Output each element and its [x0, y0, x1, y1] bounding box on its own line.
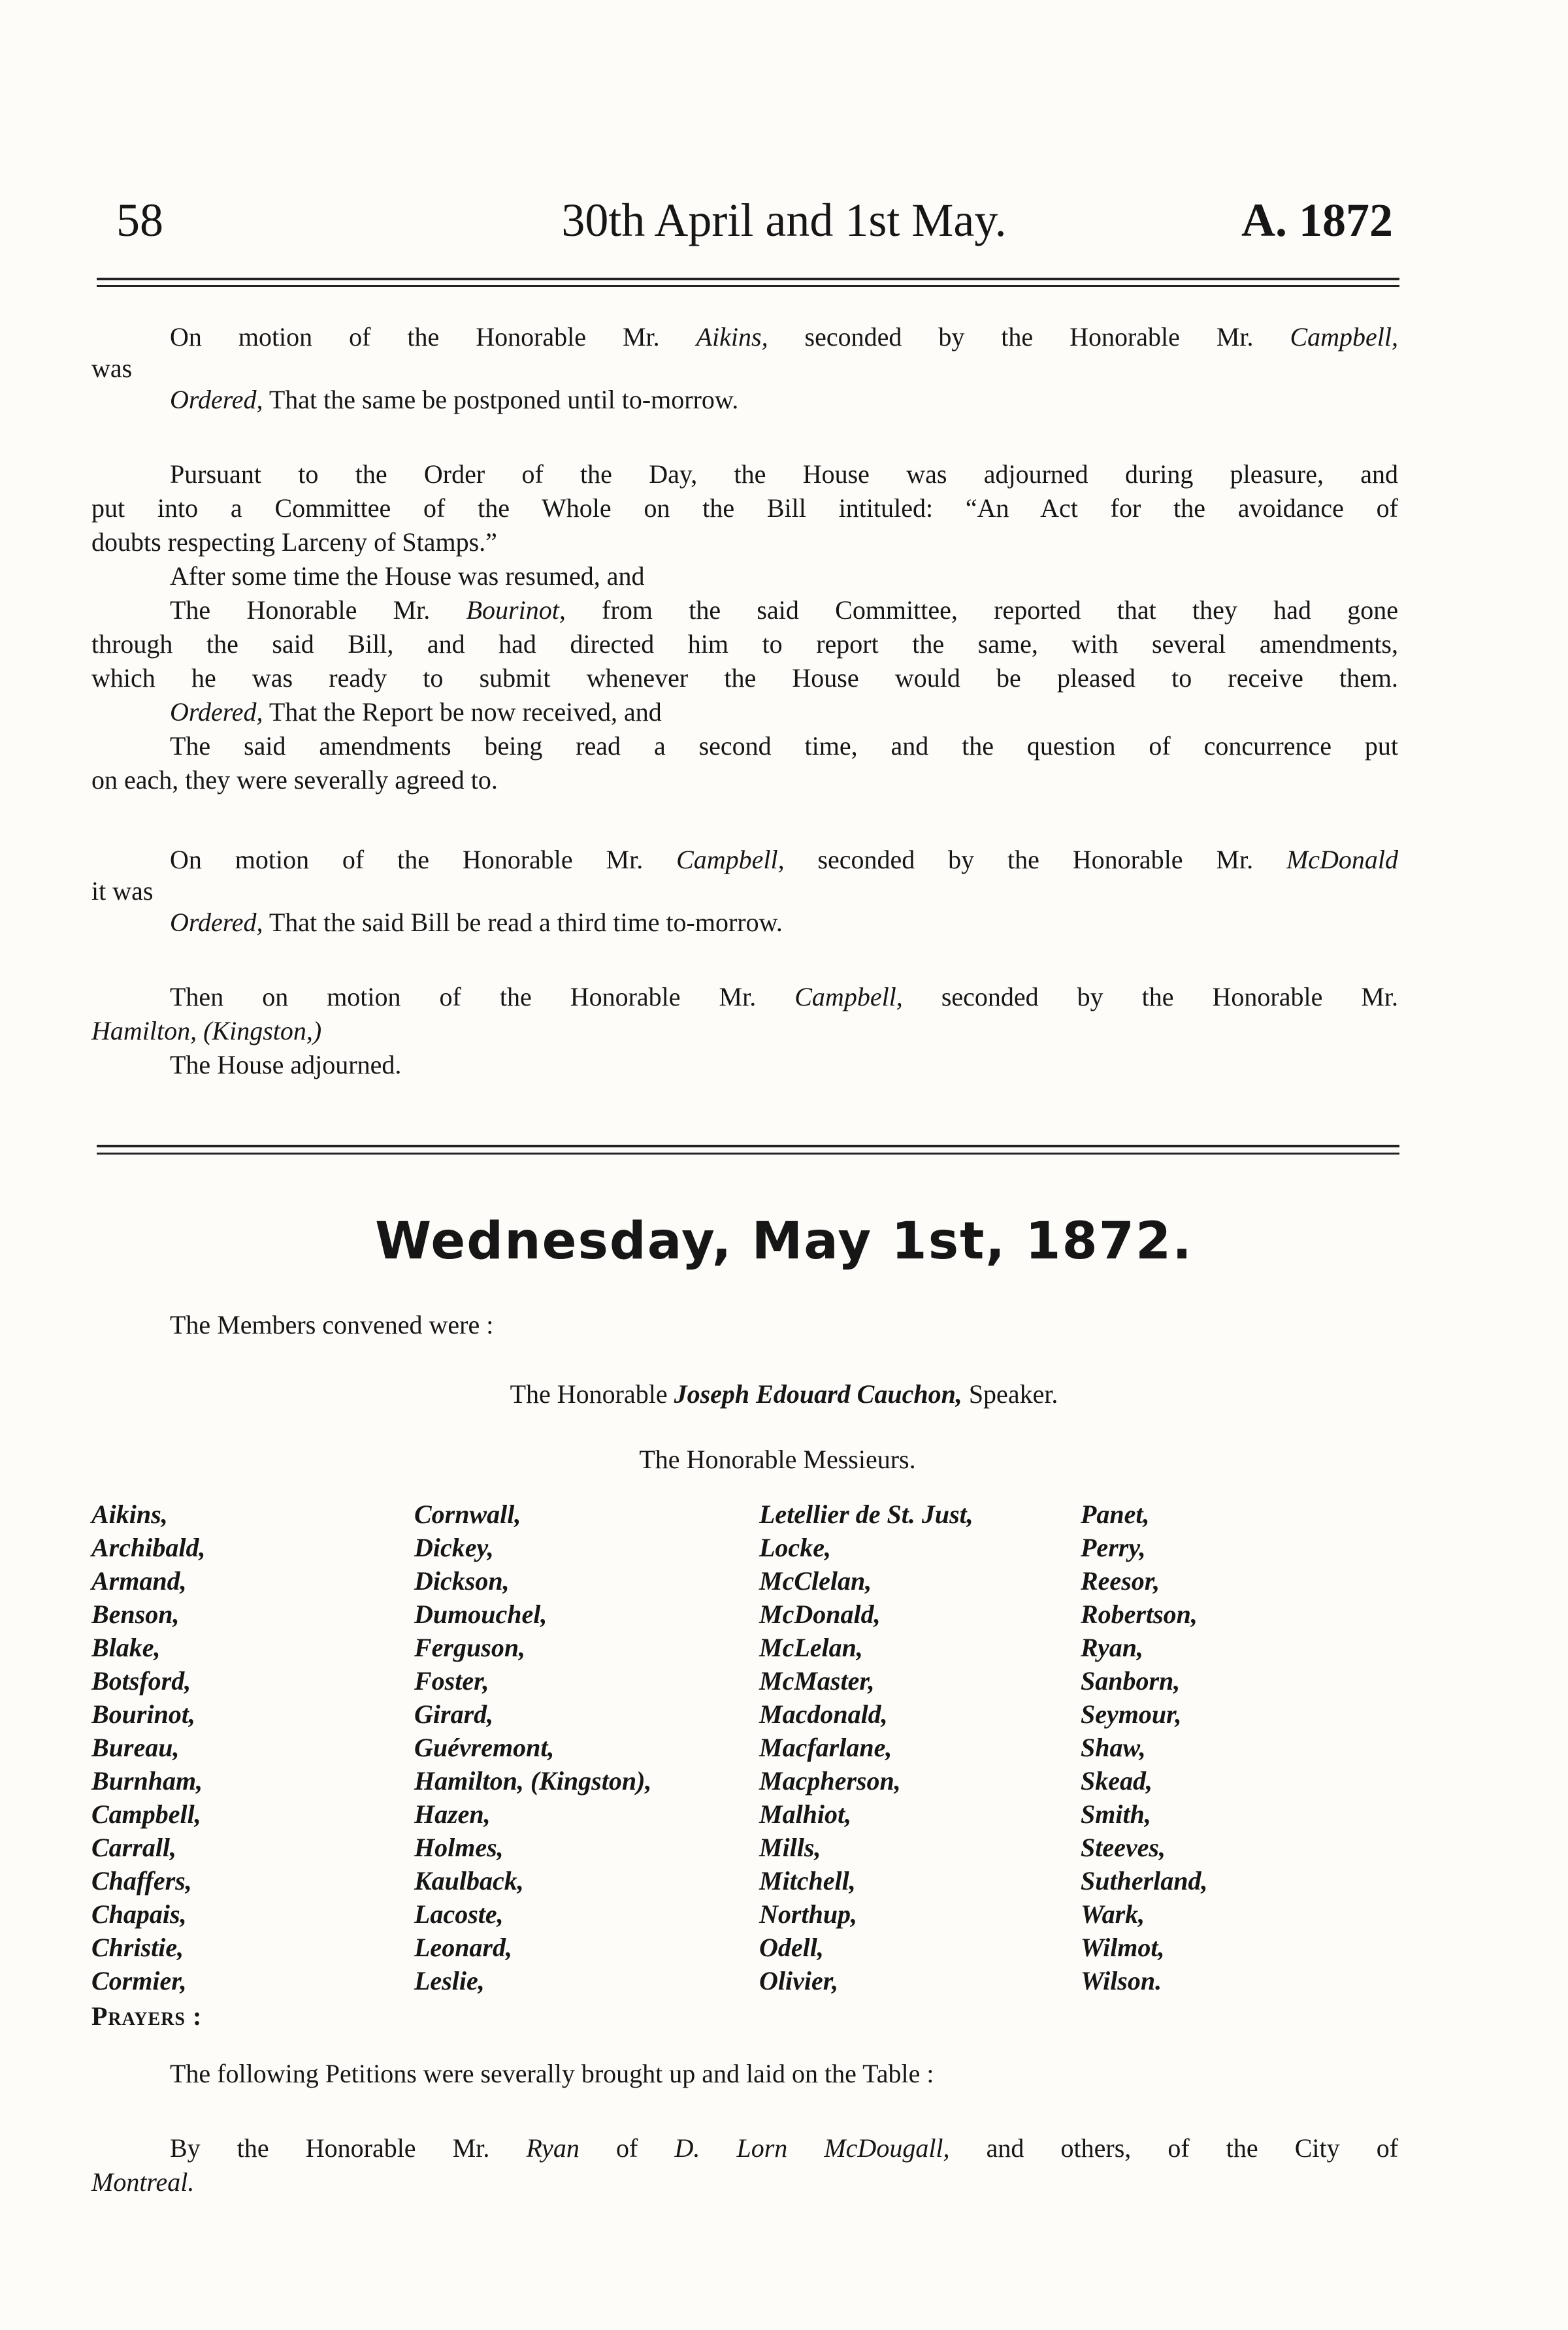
member-name: Steeves,: [1081, 1833, 1166, 1862]
section-rule-bottom: [97, 1153, 1399, 1155]
prayers-heading: [91, 1999, 202, 2033]
page-number: 58: [116, 194, 163, 246]
member-name: Lacoste,: [414, 1899, 504, 1929]
member-name: Benson,: [91, 1600, 180, 1629]
text: from the said Committee, reported that they had gone: [602, 595, 1399, 625]
member-name: Panet,: [1081, 1500, 1150, 1529]
ordered-label: Ordered,: [170, 697, 263, 727]
text: Then on motion of the Honorable Mr.: [170, 982, 757, 1011]
text: By the Honorable Mr.: [170, 2133, 490, 2163]
text: The said amendments being read a second time, and the question of concurrence put: [170, 731, 1398, 761]
text: of: [616, 2133, 638, 2163]
text: was: [91, 353, 133, 383]
member-name: Carrall,: [91, 1833, 177, 1862]
member-name: Foster,: [414, 1666, 489, 1696]
motion-paragraph-1: [91, 320, 1398, 417]
member-name: McClelan,: [759, 1566, 872, 1596]
member-name: Seymour,: [1081, 1699, 1182, 1729]
text: The House adjourned.: [170, 1050, 402, 1079]
motion-paragraph-3: [91, 843, 1398, 940]
member-name: McMaster,: [759, 1666, 875, 1696]
text: it was: [91, 876, 154, 906]
members-column-2: [414, 1498, 651, 1997]
page-header-title: 30th April and 1st May.: [561, 194, 1007, 246]
petitions-intro: The following Petitions were severally brought up and laid on the Table :: [170, 2059, 934, 2088]
text: which he was ready to submit whenever the House would be pleased to receive them.: [91, 663, 1398, 693]
member-name: Dickson,: [414, 1566, 510, 1596]
committee-paragraph: [91, 457, 1398, 797]
member-name: Bourinot,: [466, 595, 566, 625]
member-name: Perry,: [1081, 1533, 1146, 1562]
member-name: Cornwall,: [414, 1500, 521, 1529]
member-name: McDonald: [1286, 845, 1399, 874]
members-intro: The Members convened were :: [170, 1310, 494, 1339]
member-name: Odell,: [759, 1933, 824, 1962]
member-name: Macpherson,: [759, 1766, 901, 1796]
member-name: Campbell,: [1290, 322, 1399, 352]
member-name: Burnham,: [91, 1766, 203, 1796]
member-name: Aikins,: [91, 1500, 168, 1529]
member-name: Mitchell,: [759, 1866, 856, 1895]
text: put into a Committee of the Whole on the Bill intituled: “An Act for the avoidance of: [91, 493, 1398, 523]
text: Speaker.: [968, 1379, 1058, 1409]
member-name: Kaulback,: [414, 1866, 524, 1895]
member-name: McLelan,: [759, 1633, 863, 1662]
member-name: Sutherland,: [1081, 1866, 1208, 1895]
day-heading: Wednesday, May 1st, 1872.: [375, 1212, 1193, 1271]
text: That the said Bill be read a third time to-morrow.: [269, 908, 783, 937]
member-name: Robertson,: [1081, 1600, 1198, 1629]
adjournment-paragraph: [91, 980, 1398, 1082]
speaker-line: [0, 1377, 1568, 1411]
member-name: Bureau,: [91, 1733, 180, 1762]
section-rule-top: [97, 1145, 1399, 1147]
member-name: Ferguson,: [414, 1633, 526, 1662]
member-name: Girard,: [414, 1699, 494, 1729]
member-name: Chapais,: [91, 1899, 187, 1929]
member-name: Botsford,: [91, 1666, 191, 1696]
text: After some time the House was resumed, and: [170, 561, 645, 591]
member-name: Archibald,: [91, 1533, 206, 1562]
member-name: Shaw,: [1081, 1733, 1146, 1762]
member-name: Locke,: [759, 1533, 831, 1562]
member-name: Sanborn,: [1081, 1666, 1181, 1696]
member-name: Leonard,: [414, 1933, 512, 1962]
member-name: Chaffers,: [91, 1866, 192, 1895]
member-name: Guévremont,: [414, 1733, 555, 1762]
ordered-label: Ordered,: [170, 385, 263, 414]
text: doubts respecting Larceny of Stamps.”: [91, 527, 497, 557]
member-name: Northup,: [759, 1899, 858, 1929]
member-name: Malhiot,: [759, 1799, 852, 1829]
member-name: Wilson.: [1081, 1966, 1162, 1995]
member-name: Aikins,: [696, 322, 768, 352]
member-name: Wark,: [1081, 1899, 1145, 1929]
petitioner-name: D. Lorn McDougall,: [674, 2133, 950, 2163]
member-name: Cormier,: [91, 1966, 187, 1995]
member-name: McDonald,: [759, 1600, 881, 1629]
members-column-3: [759, 1498, 973, 1997]
members-column-1: [91, 1498, 205, 1997]
member-name: Reesor,: [1081, 1566, 1160, 1596]
text: through the said Bill, and had directed him to report the same, with several amendments,: [91, 629, 1398, 659]
ordered-label: Ordered,: [170, 908, 263, 937]
member-name: Leslie,: [414, 1966, 485, 1995]
member-name: Campbell,: [91, 1799, 201, 1829]
text: The Honorable: [510, 1379, 668, 1409]
page-header-year: A. 1872: [1241, 194, 1393, 246]
member-name: Campbell,: [794, 982, 903, 1011]
text: seconded by the Honorable Mr.: [941, 982, 1399, 1011]
text: and others, of the City of: [986, 2133, 1399, 2163]
member-name: Holmes,: [414, 1833, 504, 1862]
member-name: Macdonald,: [759, 1699, 888, 1729]
member-name: Dumouchel,: [414, 1600, 547, 1629]
member-name: Smith,: [1081, 1799, 1151, 1829]
member-name: Olivier,: [759, 1966, 839, 1995]
member-name: Letellier de St. Just,: [759, 1500, 973, 1529]
member-name: Campbell,: [676, 845, 785, 874]
header-rule-bottom: [97, 285, 1399, 287]
text: That the Report be now received, and: [269, 697, 662, 727]
text: Prayers :: [91, 2001, 203, 2031]
members-column-4: [1081, 1498, 1208, 1997]
header-rule-top: [97, 278, 1399, 280]
text: That the same be postponed until to-morrow.: [269, 385, 739, 414]
messieurs-line: The Honorable Messieurs.: [639, 1445, 916, 1474]
member-name: Hamilton, (Kingston),: [414, 1766, 652, 1796]
member-name: Hazen,: [414, 1799, 491, 1829]
text: on each, they were severally agreed to.: [91, 765, 498, 795]
member-name: Skead,: [1081, 1766, 1152, 1796]
text: On motion of the Honorable Mr.: [170, 322, 660, 352]
member-name: Hamilton, (Kingston,): [91, 1016, 322, 1045]
member-name: Armand,: [91, 1566, 187, 1596]
member-name: Blake,: [91, 1633, 161, 1662]
text: On motion of the Honorable Mr.: [170, 845, 644, 874]
member-name: Macfarlane,: [759, 1733, 892, 1762]
member-name: Ryan: [526, 2133, 580, 2163]
text: The Honorable Mr.: [170, 595, 431, 625]
place-name: Montreal.: [91, 2167, 195, 2197]
text: Pursuant to the Order of the Day, the House was adjourned during pleasure, and: [170, 459, 1398, 489]
member-name: Bourinot,: [91, 1699, 195, 1729]
member-name: Wilmot,: [1081, 1933, 1165, 1962]
member-name: Mills,: [759, 1833, 821, 1862]
petition-1: [91, 2131, 1398, 2199]
member-name: Dickey,: [414, 1533, 494, 1562]
text: seconded by the Honorable Mr.: [817, 845, 1254, 874]
member-name: Christie,: [91, 1933, 184, 1962]
member-name: Ryan,: [1081, 1633, 1143, 1662]
text: seconded by the Honorable Mr.: [804, 322, 1254, 352]
speaker-name: Joseph Edouard Cauchon,: [674, 1379, 962, 1409]
